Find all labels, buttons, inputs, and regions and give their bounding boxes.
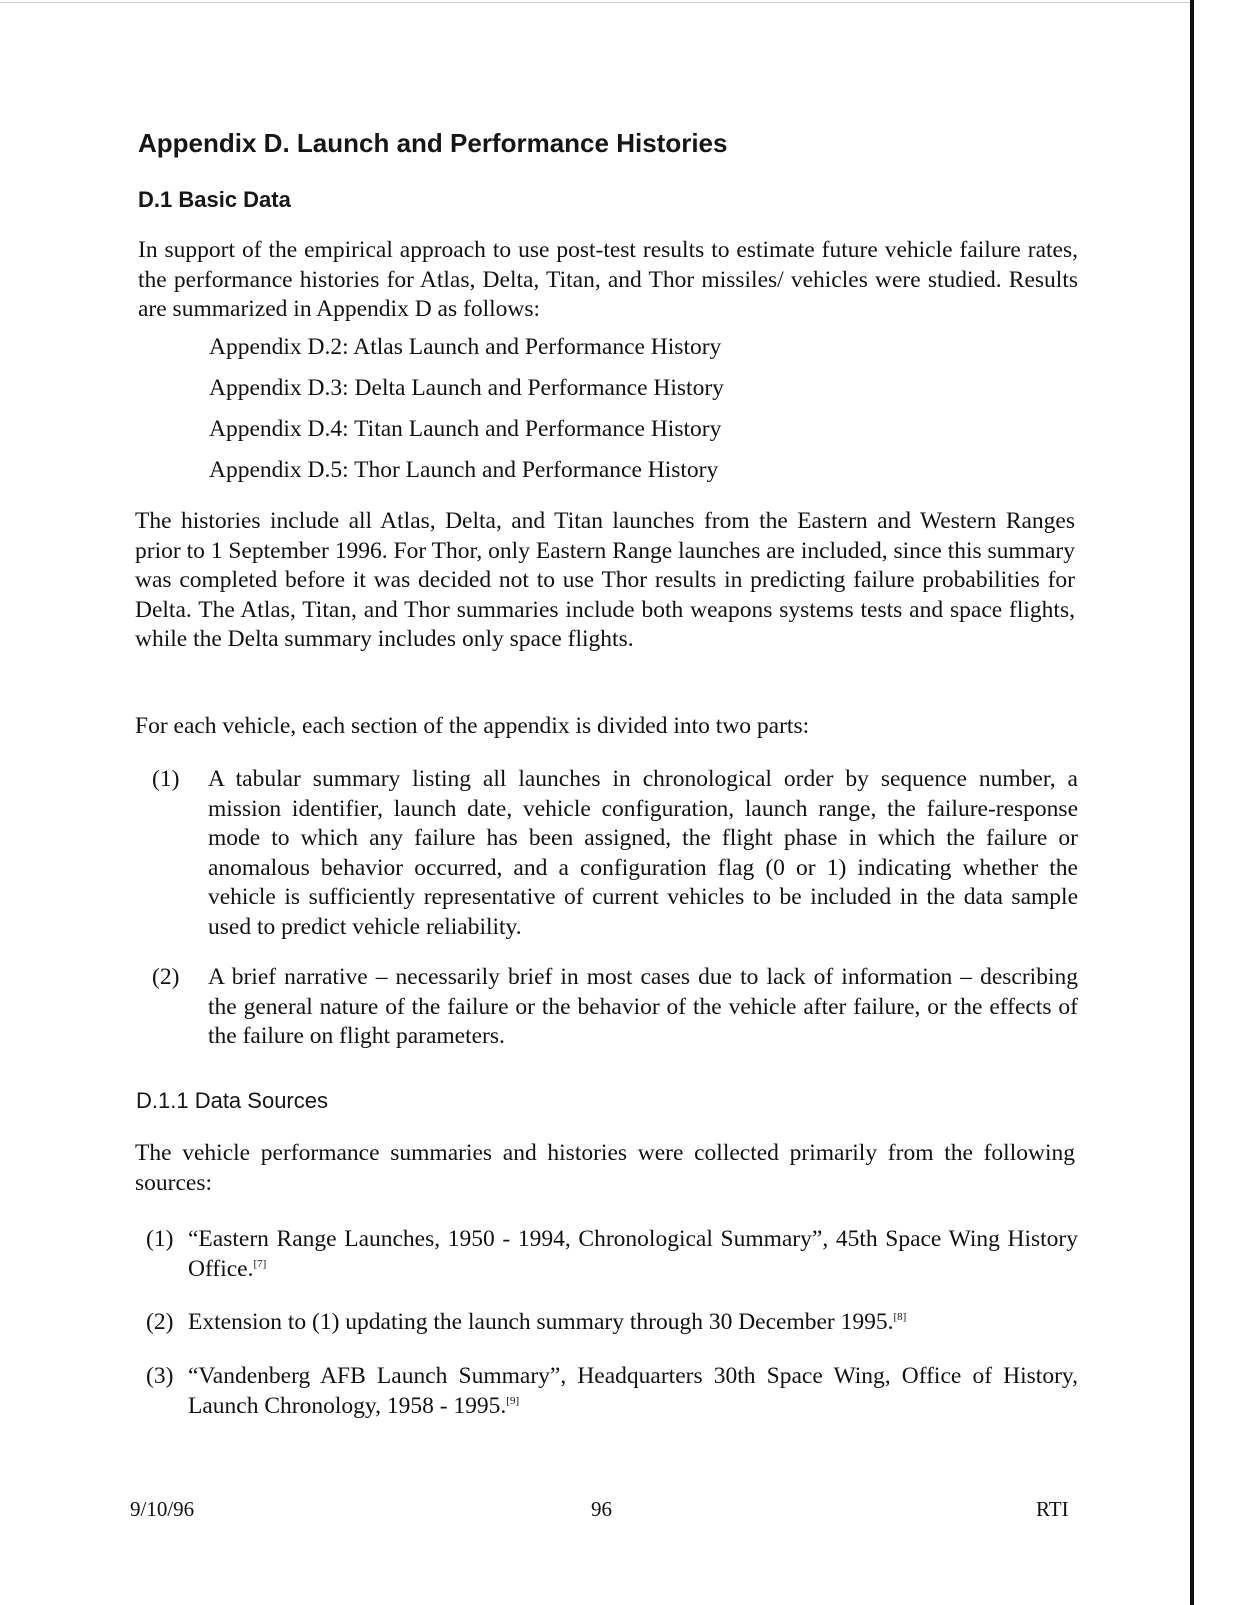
list-number: (1) — [152, 766, 180, 792]
scan-edge — [1190, 0, 1194, 1605]
top-rule — [0, 2, 1190, 3]
section-heading: D.1 Basic Data — [138, 187, 291, 212]
citation-ref: [8] — [893, 1311, 907, 1324]
intro-paragraph: In support of the empirical approach to use post-test results to estimate future vehicle failure rates, the performance histories for Atlas, Delta, Titan, and Thor missiles/ vehicles were studied. Results are summarized in Appendix D as follows: — [138, 237, 1078, 322]
list-text: A brief narrative – necessarily brief in most cases due to lack of information – describing the general nature of the failure or the behavior of the vehicle after failure, or the effects of the failure on flight parameters. — [208, 964, 1078, 1049]
list-text — [188, 1362, 1078, 1421]
histories-paragraph: The histories include all Atlas, Delta, and Titan launches from the Eastern and Western Ranges prior to 1 September 1996. For Thor, only Eastern Range launches are included, since this summary was completed before it was decided not to use Thor results in predicting failure probabilities for Delta. The Atlas, Titan, and Thor summaries include both weapons systems tests and space flights, while the Delta summary includes only space flights. — [135, 508, 1075, 652]
list-number: (3) — [146, 1363, 174, 1389]
list-text: A tabular summary listing all launches in chronological order by sequence number, a mission identifier, launch date, vehicle configuration, launch range, the failure-response mode to which any failure has been assigned, the flight phase in which the failure or anomalous behavior occurred, and a configuration flag (0 or 1) indicating whether the vehicle is sufficiently representative of current vehicles to be included in the data sample used to predict vehicle reliability. — [208, 766, 1078, 940]
source-text: “Eastern Range Launches, 1950 - 1994, Chronological Summary”, 45th Space Wing History Office. — [188, 1226, 1078, 1282]
footer-date: 9/10/96 — [130, 1497, 195, 1521]
appendix-ref: Appendix D.2: Atlas Launch and Performance History — [209, 334, 722, 360]
source-text: “Vandenberg AFB Launch Summary”, Headquarters 30th Space Wing, Office of History, Launch Chronology, 1958 - 1995. — [188, 1363, 1078, 1419]
citation-ref: [9] — [506, 1394, 520, 1407]
list-item — [152, 765, 1078, 942]
appendix-ref: Appendix D.5: Thor Launch and Performance History — [209, 457, 719, 483]
citation-ref: [7] — [253, 1257, 267, 1270]
footer-org: RTI — [1036, 1497, 1069, 1521]
parts-intro: For each vehicle, each section of the appendix is divided into two parts: — [135, 713, 810, 739]
list-text — [188, 1308, 1078, 1338]
list-number: (1) — [146, 1226, 174, 1252]
appendix-ref: Appendix D.4: Titan Launch and Performance History — [209, 416, 722, 442]
list-number: (2) — [146, 1309, 174, 1335]
source-text: Extension to (1) updating the launch summary through 30 December 1995. — [188, 1309, 894, 1335]
list-number: (2) — [152, 964, 180, 990]
list-item — [146, 1308, 1078, 1338]
list-text — [188, 1225, 1078, 1284]
list-item — [152, 963, 1078, 1052]
sources-intro: The vehicle performance summaries and histories were collected primarily from the following sources: — [135, 1140, 1075, 1196]
list-item — [146, 1225, 1078, 1284]
page-number: 96 — [591, 1497, 612, 1521]
appendix-ref: Appendix D.3: Delta Launch and Performance History — [209, 375, 724, 401]
appendix-title: Appendix D. Launch and Performance Histories — [138, 128, 728, 158]
list-item — [146, 1362, 1078, 1421]
subsection-heading: D.1.1 Data Sources — [136, 1088, 328, 1113]
